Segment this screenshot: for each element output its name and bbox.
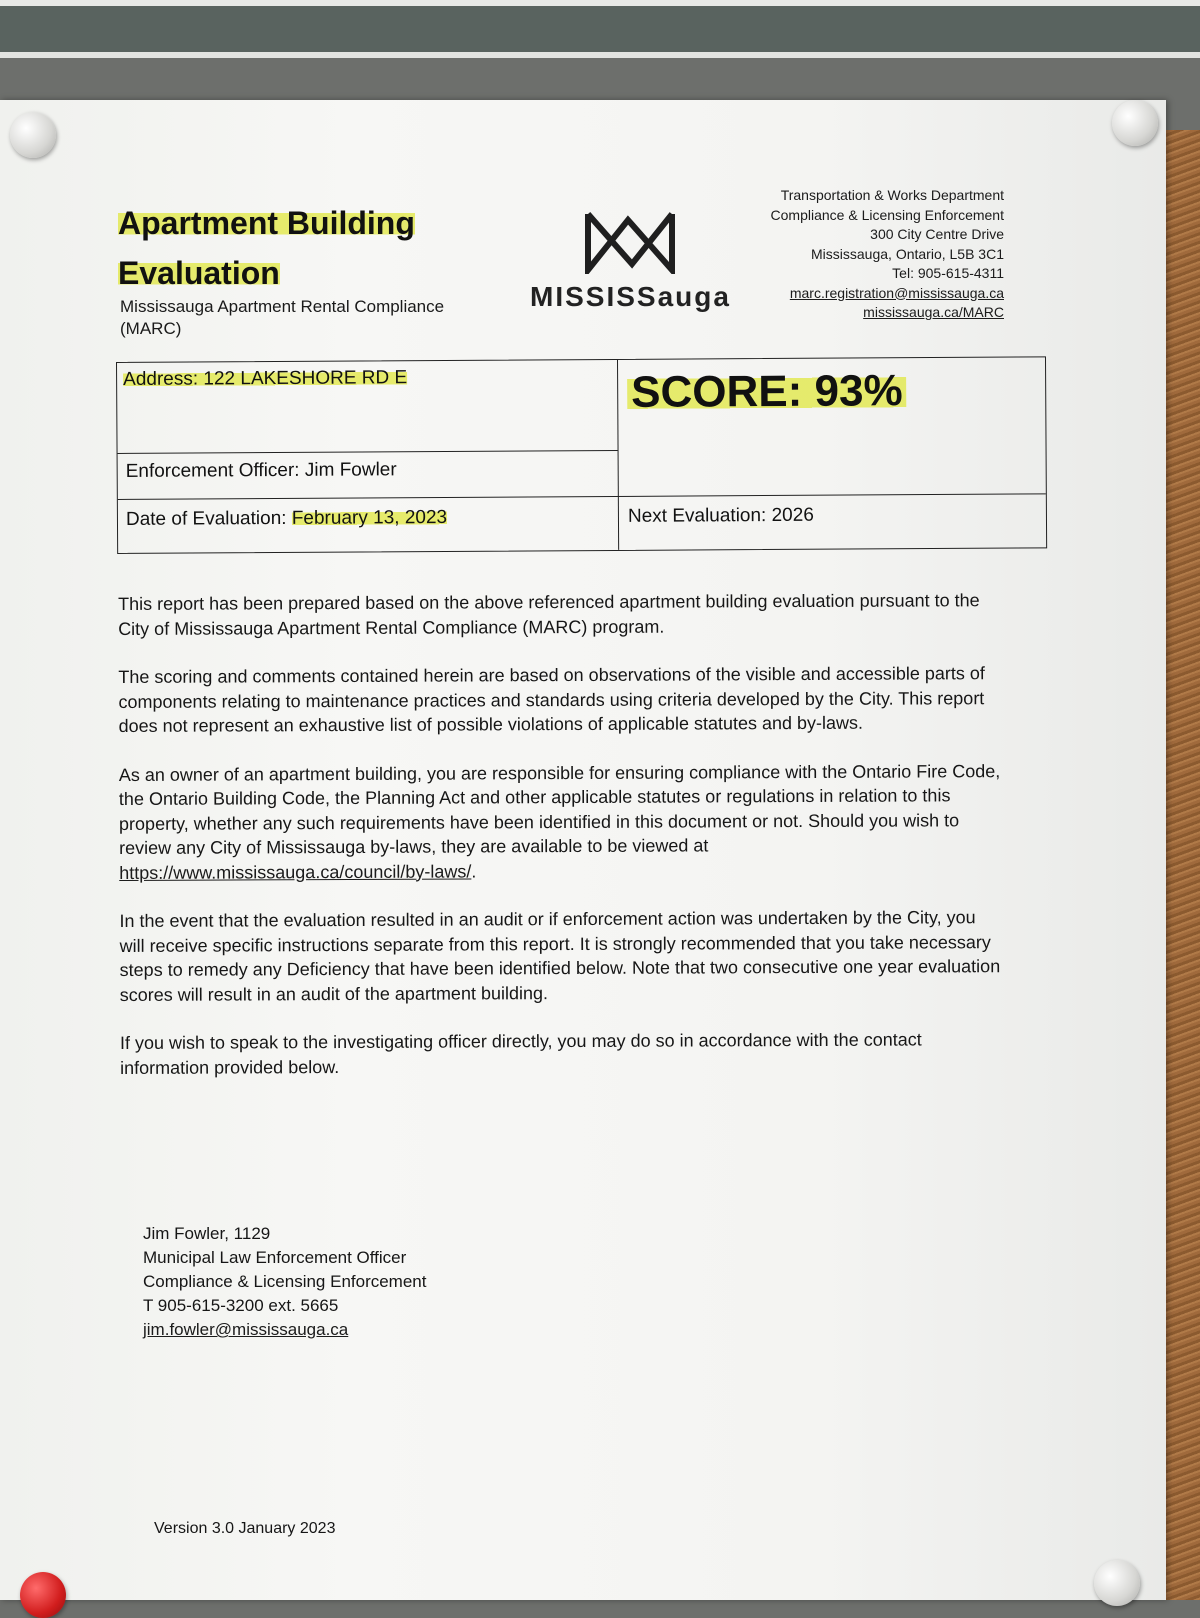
version-footer: Version 3.0 January 2023: [154, 1520, 336, 1537]
officer-cell: Enforcement Officer: Jim Fowler: [125, 459, 397, 482]
bylaws-link[interactable]: https://www.mississauga.ca/council/by-laws/: [119, 860, 472, 883]
pushpin-icon: [10, 112, 56, 158]
evaluation-summary-table: [116, 356, 1047, 554]
page-title: [118, 198, 415, 298]
address-cell: [123, 367, 407, 391]
top-frame: [0, 0, 1200, 58]
report-body: [118, 588, 1004, 1104]
table-divider: [118, 493, 1046, 500]
pushpin-icon: [1112, 100, 1158, 146]
address-value: Address: 122 LAKESHORE RD E: [123, 367, 408, 390]
dept-line: Transportation & Works Department: [780, 187, 1004, 203]
table-divider: [118, 450, 618, 454]
department-address-block: [644, 186, 1004, 323]
date-label: Date of Evaluation:: [125, 507, 292, 530]
dept-website-link[interactable]: mississauga.ca/MARC: [863, 304, 1004, 320]
table-divider: [617, 360, 619, 550]
date-cell: [126, 507, 447, 531]
logo-wordmark: MISSISSauga: [530, 281, 731, 312]
title-line-1: Apartment Building: [118, 205, 415, 241]
officer-email-link[interactable]: jim.fowler@mississauga.ca: [143, 1320, 349, 1339]
next-evaluation-cell: Next Evaluation: 2026: [627, 504, 814, 527]
dept-line: Compliance & Licensing Enforcement: [770, 206, 1004, 223]
officer-signature-block: [143, 1222, 426, 1342]
dept-phone: Tel: 905-615-4311: [892, 265, 1004, 281]
officer-title: Municipal Law Enforcement Officer: [143, 1248, 407, 1267]
paragraph: The scoring and comments contained herein are based on observations of the visible and accessible parts of components relating to maintenance practices and standards using criteria developed by the City. This report does not represent an exhaustive list of possible violations of applicable statutes and by-laws.: [118, 663, 985, 736]
paragraph: As an owner of an apartment building, you are responsible for ensuring compliance with the Ontario Fire Code, the Ontario Building Code, the Planning Act and other applicable statutes or regulations in relation to this property, whether any such requirements have been identified in this document or not. Should you wish to review any City of Mississauga by-laws, they are available to be viewed at https://www.mississauga.ca/council/by-laws/.: [118, 760, 1001, 883]
dept-line: Mississauga, Ontario, L5B 3C1: [811, 245, 1004, 262]
paragraph: If you wish to speak to the investigating officer directly, you may do so in accordance with the contact information provided below.: [119, 1029, 922, 1078]
officer-name: Jim Fowler, 1129: [143, 1224, 271, 1243]
dept-line: 300 City Centre Drive: [870, 226, 1004, 242]
title-line-2: Evaluation: [118, 255, 280, 291]
program-subtitle: Mississauga Apartment Rental Compliance (MARC): [120, 297, 445, 338]
paragraph-text: As an owner of an apartment building, you are responsible for ensuring compliance with the Ontario Fire Code, the Ontario Building Code, the Planning Act and other applicable statutes or regulations in relation to this property, whether any such requirements have been identified in this document or not. Should you wish to review any City of Mississauga by-laws, they are available to be viewed at: [118, 760, 1001, 858]
paragraph: This report has been prepared based on the above referenced apartment building evaluation pursuant to the City of Mississauga Apartment Rental Compliance (MARC) program.: [118, 590, 980, 639]
paragraph: In the event that the evaluation resulted in an audit or if enforcement action was undertaken by the City, you will receive specific instructions separate from this report. It is strongly recommended that you take necessary steps to remedy any Deficiency that have been identified below. Note that two consecutive one year evaluation scores will result in an audit of the apartment building.: [119, 907, 1001, 1005]
score-value: SCORE: 93%: [627, 366, 907, 418]
pushpin-icon: [1094, 1560, 1140, 1606]
dept-email-link[interactable]: marc.registration@mississauga.ca: [789, 284, 1004, 301]
date-value: February 13, 2023: [291, 506, 448, 529]
pushpin-icon: [20, 1572, 66, 1618]
officer-division: Compliance & Licensing Enforcement: [143, 1272, 427, 1291]
officer-phone: T 905-615-3200 ext. 5665: [143, 1296, 339, 1315]
